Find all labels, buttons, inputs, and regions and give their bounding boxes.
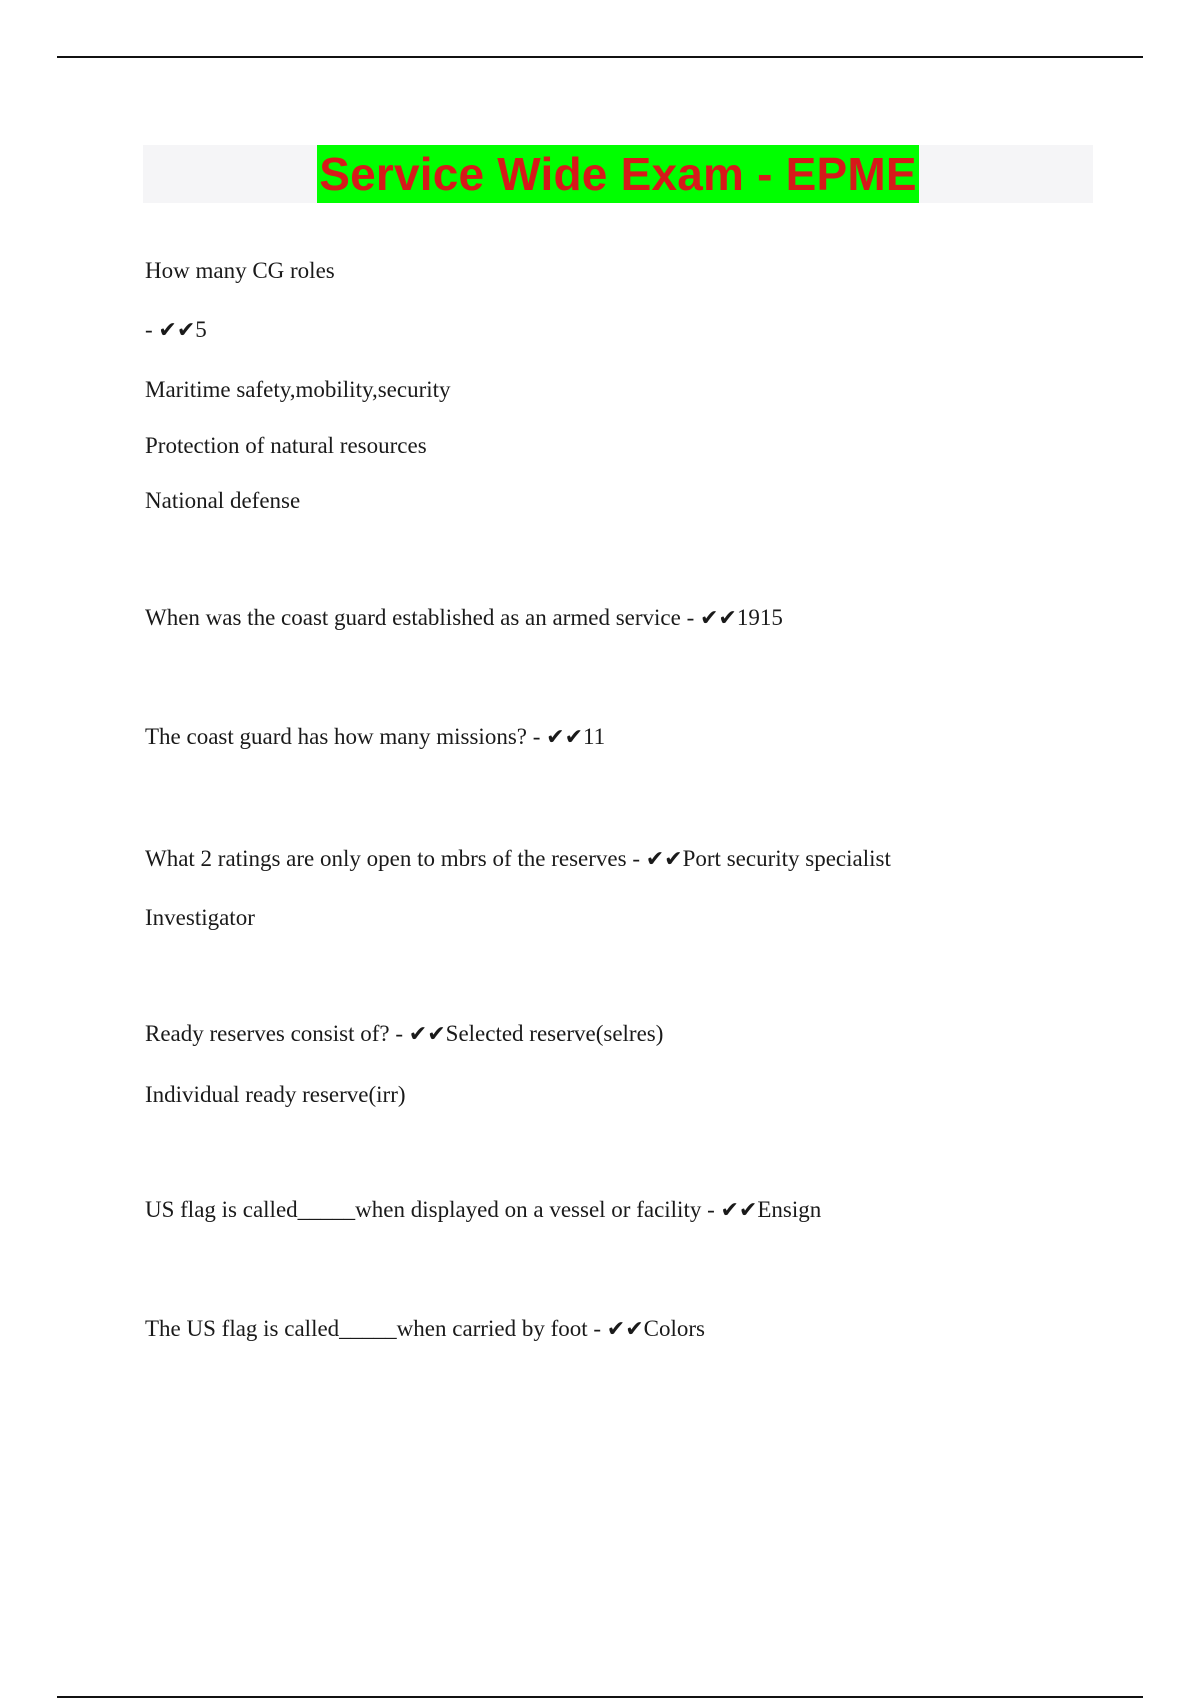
question-6-text: US flag is called_____when displayed on a vessel or facility - [145,1197,721,1222]
answer-2-text: 1915 [736,605,783,630]
answer-5-line-2 [145,1081,406,1109]
double-check-icon: ✔✔ [699,606,737,631]
answer-4-line-2 [145,904,255,932]
question-5 [145,1020,663,1049]
question-1 [145,257,335,285]
question-2-text: When was the coast guard established as an armed service - [145,605,700,630]
answer-7-text: Colors [643,1316,705,1341]
double-check-icon: ✔✔ [606,1317,644,1342]
question-4-text: What 2 ratings are only open to mbrs of the reserves - [145,846,646,871]
double-check-icon: ✔✔ [158,318,196,343]
answer-6-text: Ensign [757,1197,822,1222]
question-3-text: The coast guard has how many missions? - [145,724,547,749]
answer-1-prefix: - [145,317,159,342]
question-7-text: The US flag is called_____when carried by foot - [145,1316,607,1341]
double-check-icon: ✔✔ [408,1022,446,1047]
double-check-icon: ✔✔ [720,1198,758,1223]
answer-1 [145,316,207,345]
question-7 [145,1315,705,1344]
question-6 [145,1196,821,1225]
answer-4-detail-1: Investigator [145,905,255,930]
answer-3-text: 11 [583,724,606,749]
question-2 [145,604,783,633]
answer-1-line-2 [145,376,451,404]
double-check-icon: ✔✔ [546,725,584,750]
answer-4-text: Port security specialist [682,846,891,871]
answer-1-text: 5 [195,317,207,342]
answer-1-detail-2: Protection of natural resources [145,433,427,458]
bottom-rule [57,1696,1143,1698]
top-rule [57,56,1143,58]
answer-5-text: Selected reserve(selres) [445,1021,664,1046]
answer-1-detail-1: Maritime safety,mobility,security [145,377,451,402]
question-3 [145,723,605,752]
question-4 [145,845,891,874]
title-band [143,145,1093,203]
answer-1-line-3 [145,432,427,460]
question-1-text: How many CG roles [145,258,335,283]
answer-1-line-4 [145,487,300,515]
answer-5-detail-1: Individual ready reserve(irr) [145,1082,406,1107]
double-check-icon: ✔✔ [645,847,683,872]
answer-1-detail-3: National defense [145,488,301,513]
page-title: Service Wide Exam - EPME [317,145,919,203]
question-5-text: Ready reserves consist of? - [145,1021,409,1046]
